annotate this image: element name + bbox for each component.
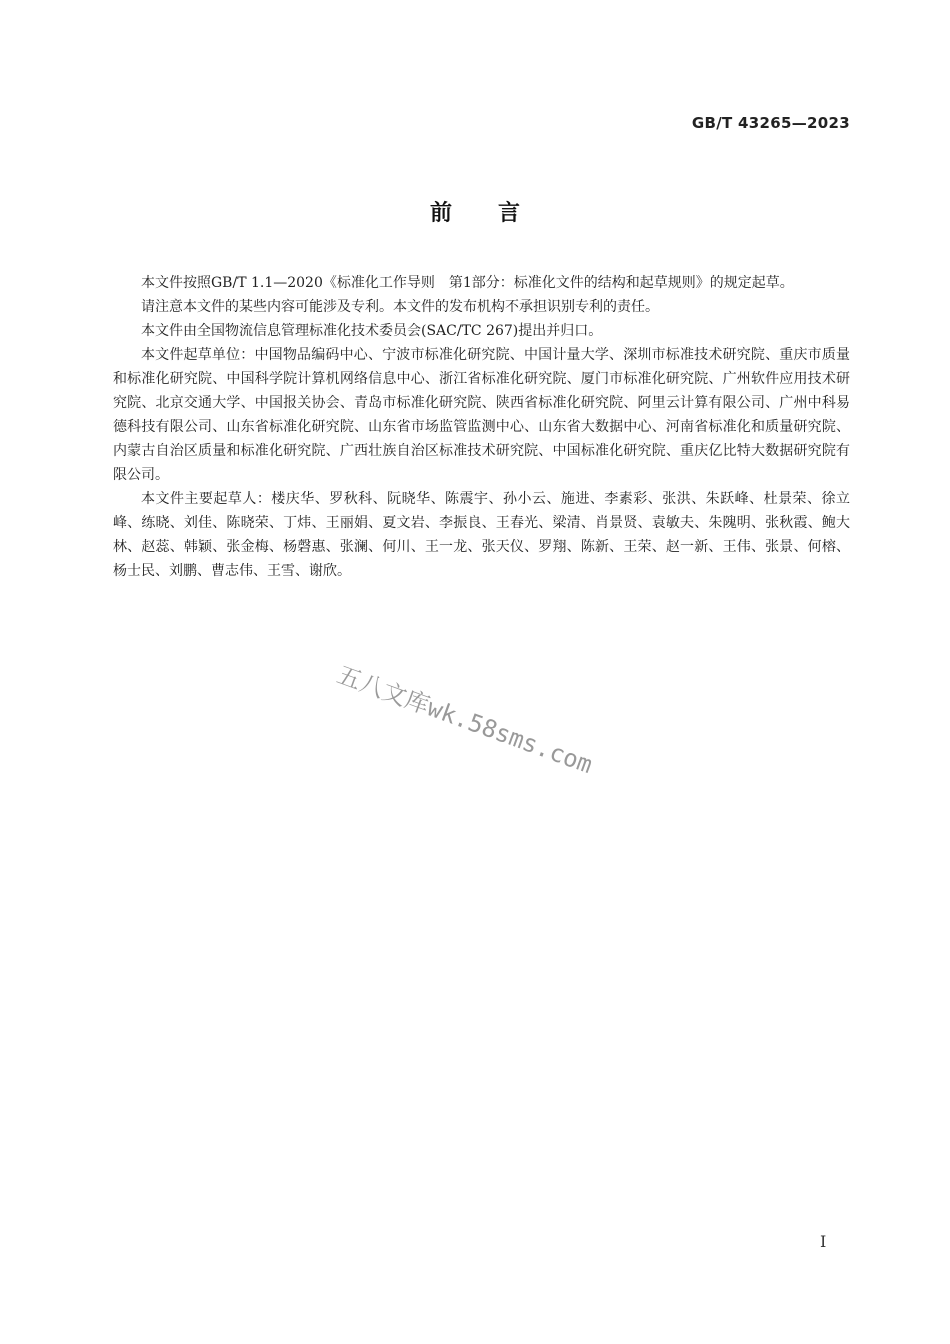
paragraph-drafting-rules: 本文件按照GB/T 1.1—2020《标准化工作导则 第1部分：标准化文件的结构和起草规则》的规定起草。	[141, 275, 794, 291]
paragraph-proposer: 本文件由全国物流信息管理标准化技术委员会(SAC/TC 267)提出并归口。	[141, 323, 603, 339]
preface-body	[113, 271, 850, 583]
standard-code: GB/T 43265—2023	[691, 114, 850, 132]
watermark: 五八文库wk.58sms.com	[333, 660, 597, 780]
page-title: 前言	[429, 201, 566, 226]
paragraph-drafters: 本文件主要起草人：楼庆华、罗秋科、阮晓华、陈震宇、孙小云、施进、李素彩、张洪、朱跃峰、杜景荣、徐立峰、练晓、刘佳、陈晓荣、丁炜、王丽娟、夏文岩、李振良、王春光、梁清、肖景贤、袁敏夫、朱隗明、张秋霞、鲍大林、赵蕊、韩颖、张金梅、杨磬惠、张澜、何川、王一龙、张天仪、罗翔、陈新、王荣、赵一新、王伟、张景、何榕、杨士民、刘鹏、曹志伟、王雪、谢欣。	[113, 491, 850, 579]
paragraph-patent-notice: 请注意本文件的某些内容可能涉及专利。本文件的发布机构不承担识别专利的责任。	[141, 299, 659, 315]
page-number: I	[820, 1232, 827, 1251]
paragraph-drafting-units: 本文件起草单位：中国物品编码中心、宁波市标准化研究院、中国计量大学、深圳市标准技术研究院、重庆市质量和标准化研究院、中国科学院计算机网络信息中心、浙江省标准化研究院、厦门市标准化研究院、广州软件应用技术研究院、北京交通大学、中国报关协会、青岛市标准化研究院、陕西省标准化研究院、阿里云计算有限公司、广州中科易德科技有限公司、山东省标准化研究院、山东省市场监管监测中心、山东省大数据中心、河南省标准化和质量研究院、内蒙古自治区质量和标准化研究院、广西壮族自治区标准技术研究院、中国标准化研究院、重庆亿比特大数据研究院有限公司。	[113, 347, 850, 483]
